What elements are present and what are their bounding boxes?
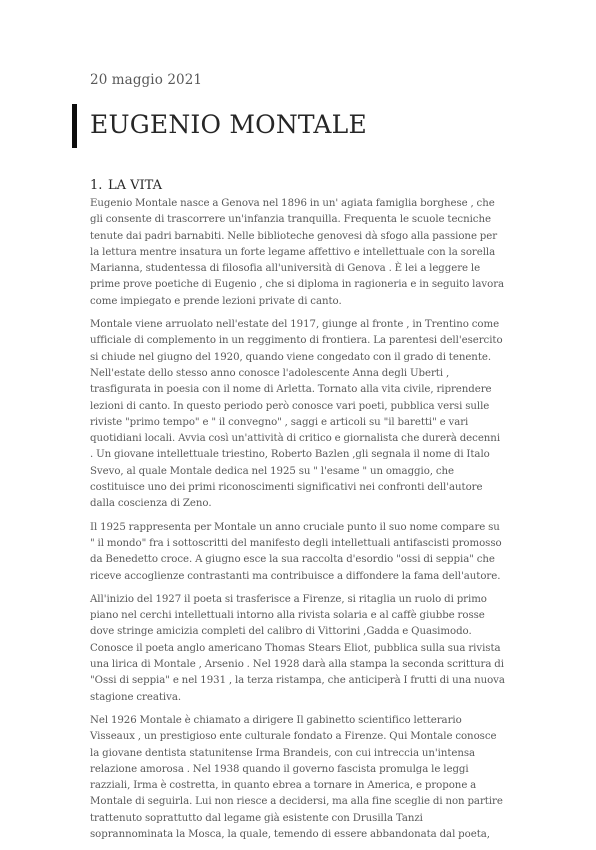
paragraph: Il 1925 rappresenta per Montale un anno cruciale punto il suo nome compare su " il mondo" fra i sottoscritti del manifesto degli intellettuali antifascisti promosso da Benedetto croce. A giugno esce la sua raccolta d'esordio "ossi di seppia" che riceve accoglienze contrastanti ma contribuisce a diffondere la fama dell'autore. (90, 521, 502, 582)
document-date: 20 maggio 2021 (90, 72, 203, 88)
paragraph: All'inizio del 1927 il poeta si trasferisce a Firenze, si ritaglia un ruolo di primo piano nel cerchi intellettuali intorno alla rivista solaria e al caffè giubbe rosse dove stringe amicizia completi del calibro di Vittorini ,Gadda e Quasimodo. Conosce il poeta anglo americano Thomas Stears Eliot, pubblica sulla sua rivista una lirica di Montale , Arsenio . Nel 1928 darà alla stampa la seconda scrittura di "Ossi di seppia" e nel 1931 , la terza ristampa, che anticiperà I frutti di una nuova stagione creativa. (90, 593, 505, 703)
body-text (90, 196, 505, 850)
paragraph: Montale viene arruolato nell'estate del 1917, giunge al fronte , in Trentino come ufficiale di complemento in un reggimento di frontiera. La parentesi dell'esercito si chiude nel giugno del 1920, quando viene congedato con il grado di tenente. Nell'estate dello stesso anno conosce l'adolescente Anna degli Uberti , trasfigurata in poesia con il nome di Arletta. Tornato alla vita civile, riprendere lezioni di canto. In questo periodo però conosce vari poeti, pubblica versi sulle riviste "primo tempo" e " il convegno" , saggi e articoli su "il baretti" e vari quotidiani locali. Avvia così un'attività di critico e giornalista che durerà decenni . Un giovane intellettuale triestino, Roberto Bazlen ,gli segnala il nome di Italo Svevo, al quale Montale dedica nel 1925 su " l'esame " un omaggio, che costituisce uno dei primi riconoscimenti significativi nei confronti dell'autore dalla coscienza di Zeno. (90, 319, 503, 510)
document-title: EUGENIO MONTALE (90, 110, 367, 139)
paragraph: Nel 1926 Montale è chiamato a dirigere Il gabinetto scientifico letterario Visseaux , un prestigioso ente culturale fondato a Firenze. Qui Montale conosce la giovane dentista statunitense Irma Brandeis, con cui intreccia un'intensa relazione amorosa . Nel 1938 quando il governo fascista promulga le leggi razziali, Irma è costretta, in quanto ebrea a tornare in America, e propone a Montale di seguirla. Lui non riesce a decidersi, ma alla fine sceglie di non partire trattenuto soprattutto dal legame già esistente con Drusilla Tanzi soprannominata la Mosca, la quale, temendo di essere abbandonata dal poeta, (90, 714, 503, 840)
paragraph: Eugenio Montale nasce a Genova nel 1896 in un' agiata famiglia borghese , che gli consente di trascorrere un'infanzia tranquilla. Frequenta le scuole tecniche tenute dai padri barnabiti. Nelle biblioteche genovesi dà sfogo alla passione per la lettura mentre insatura un forte legame affettivo e intellettuale con la sorella Marianna, studentessa di filosofia all'università di Genova . È lei a leggere le prime prove poetiche di Eugenio , che si diploma in ragioneria e in seguito lavora come impiegato e prende lezioni private di canto. (90, 198, 505, 307)
section-heading (90, 178, 162, 193)
section-number: 1. (90, 178, 103, 193)
section-title: LA VITA (108, 178, 163, 193)
title-accent-bar (72, 104, 77, 148)
